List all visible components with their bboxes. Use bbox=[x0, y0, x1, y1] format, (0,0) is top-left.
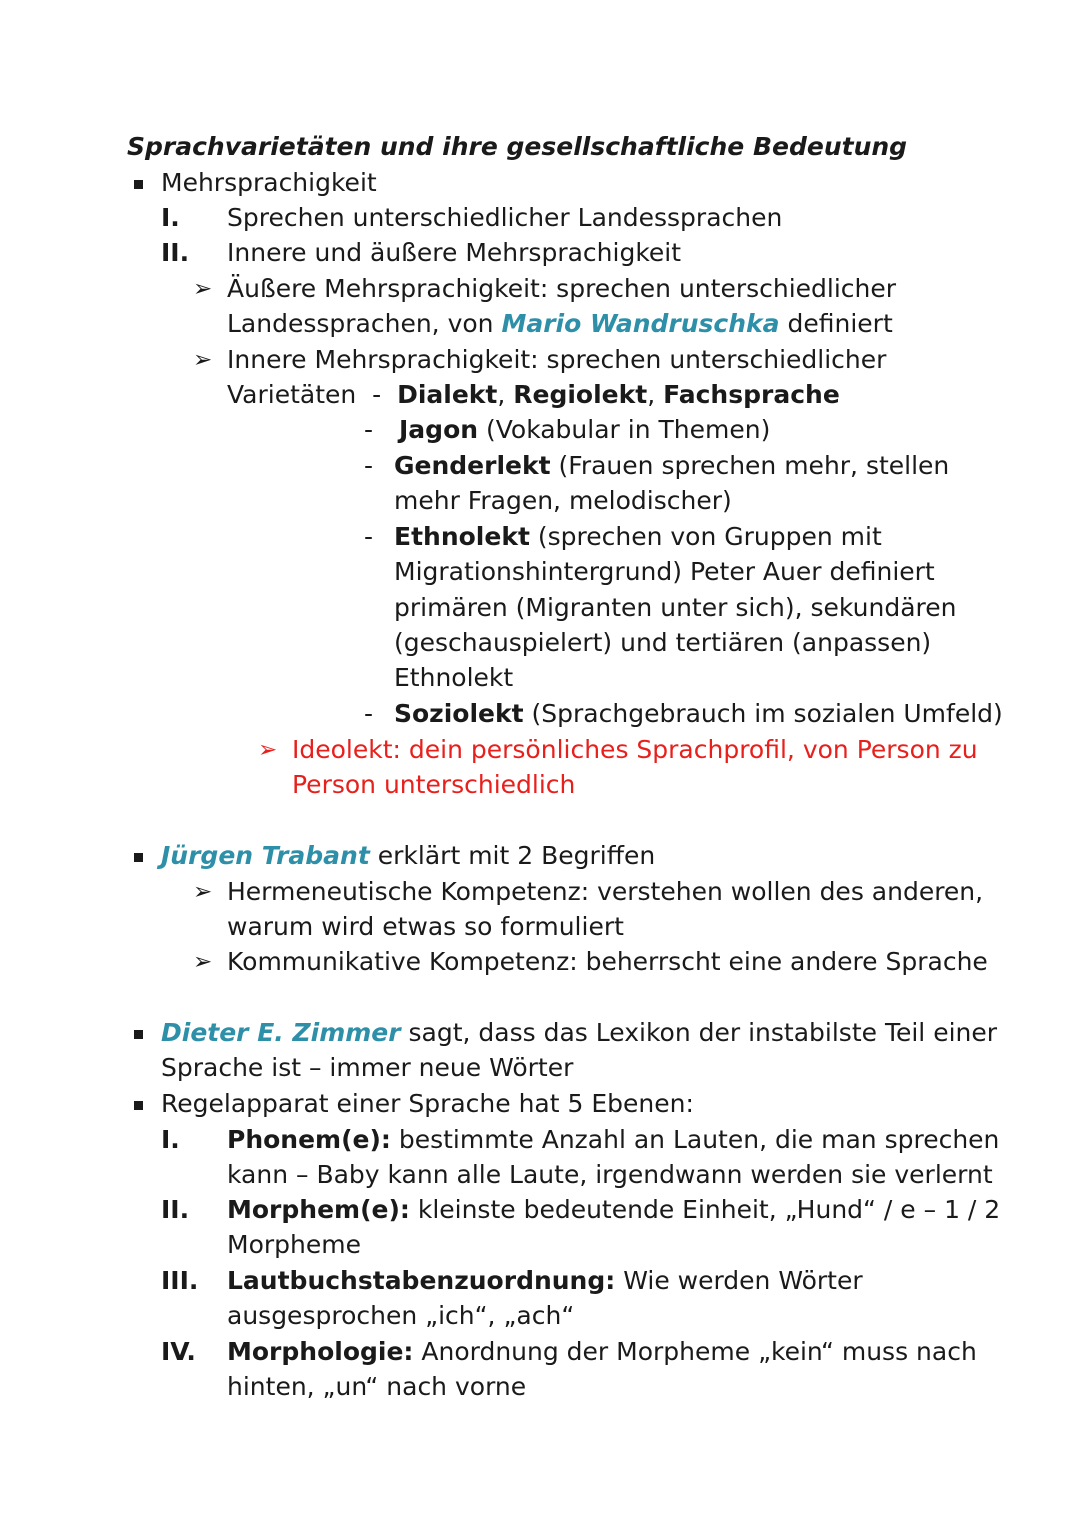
roman-numeral: II. bbox=[161, 238, 190, 267]
variety-item-continued: Ethnolekt bbox=[394, 663, 514, 692]
variety-item-continued: primären (Migranten unter sich), sekundären bbox=[394, 593, 957, 622]
text: erklärt mit 2 Begriffen bbox=[369, 841, 656, 870]
variety-item bbox=[394, 698, 1003, 730]
term: Dialekt bbox=[397, 380, 498, 409]
variety-item-continued: (geschauspielert) und tertiären (anpassen) bbox=[394, 628, 932, 657]
term: Regiolekt bbox=[513, 380, 648, 409]
variety-item bbox=[394, 450, 949, 482]
section-heading-mehrsprachigkeit: Mehrsprachigkeit bbox=[161, 168, 377, 197]
term: Genderlekt bbox=[394, 451, 551, 480]
term: Jagon bbox=[399, 415, 479, 444]
dash-bullet: - bbox=[364, 415, 374, 444]
bullet-square-icon bbox=[134, 853, 143, 862]
dash-bullet: - bbox=[364, 522, 374, 551]
variety-item-continued: Migrationshintergrund) Peter Auer definiert bbox=[394, 557, 935, 586]
bullet-square-icon bbox=[134, 1030, 143, 1039]
list-item: Hermeneutische Kompetenz: verstehen wollen des anderen, bbox=[227, 877, 984, 906]
text: bestimmte Anzahl an Lauten, die man sprechen bbox=[390, 1125, 1000, 1154]
level-item bbox=[227, 1336, 977, 1368]
variety-item bbox=[399, 414, 770, 446]
person-name: Mario Wandruschka bbox=[501, 309, 780, 338]
text: Anordnung der Morpheme „kein“ muss nach bbox=[413, 1337, 977, 1366]
level-item-continued: kann – Baby kann alle Laute, irgendwann werden sie verlernt bbox=[227, 1160, 993, 1189]
level-item-continued: Morpheme bbox=[227, 1230, 361, 1259]
text: Landessprachen, von bbox=[227, 309, 502, 338]
ideolekt-note-continued: Person unterschiedlich bbox=[292, 770, 576, 799]
arrow-right-icon: ➢ bbox=[193, 276, 213, 302]
list-item-continued bbox=[227, 308, 893, 340]
section-heading-zimmer bbox=[161, 1017, 997, 1049]
level-item-continued: ausgesprochen „ich“, „ach“ bbox=[227, 1301, 575, 1330]
ideolekt-note: Ideolekt: dein persönliches Sprachprofil, von Person zu bbox=[292, 735, 978, 764]
text: Wie werden Wörter bbox=[615, 1266, 863, 1295]
level-item bbox=[227, 1124, 999, 1156]
text: (Frauen sprechen mehr, stellen bbox=[550, 451, 950, 480]
term: Lautbuchstabenzuordnung: bbox=[227, 1266, 616, 1295]
variety-item-continued: mehr Fragen, melodischer) bbox=[394, 486, 732, 515]
term: Soziolekt bbox=[394, 699, 524, 728]
term: Fachsprache bbox=[663, 380, 840, 409]
text: kleinste bedeutende Einheit, „Hund“ / e – 1 / 2 bbox=[409, 1195, 1001, 1224]
bullet-square-icon bbox=[134, 1101, 143, 1110]
list-item: Sprechen unterschiedlicher Landessprachen bbox=[227, 203, 783, 232]
section-heading-trabant bbox=[161, 840, 655, 872]
arrow-right-icon: ➢ bbox=[258, 737, 278, 763]
section-heading-regelapparat: Regelapparat einer Sprache hat 5 Ebenen: bbox=[161, 1089, 694, 1118]
list-item-continued: warum wird etwas so formuliert bbox=[227, 912, 624, 941]
roman-numeral: I. bbox=[161, 203, 180, 232]
person-name: Jürgen Trabant bbox=[161, 841, 370, 870]
list-item: Kommunikative Kompetenz: beherrscht eine andere Sprache bbox=[227, 947, 988, 976]
roman-numeral: IV. bbox=[161, 1337, 196, 1366]
roman-numeral: I. bbox=[161, 1125, 180, 1154]
term: Ethnolekt bbox=[394, 522, 530, 551]
level-item bbox=[227, 1194, 1000, 1226]
dash-bullet: - bbox=[364, 699, 374, 728]
paragraph-continued: Sprache ist – immer neue Wörter bbox=[161, 1053, 574, 1082]
list-item: Innere Mehrsprachigkeit: sprechen unterschiedlicher bbox=[227, 345, 887, 374]
level-item bbox=[227, 1265, 863, 1297]
text: Varietäten bbox=[227, 380, 357, 409]
term: Phonem(e): bbox=[227, 1125, 391, 1154]
roman-numeral: II. bbox=[161, 1195, 190, 1224]
list-item: Äußere Mehrsprachigkeit: sprechen unterschiedlicher bbox=[227, 274, 897, 303]
text: (Sprachgebrauch im sozialen Umfeld) bbox=[523, 699, 1003, 728]
person-name: Dieter E. Zimmer bbox=[161, 1018, 401, 1047]
variety-item bbox=[394, 521, 882, 553]
arrow-right-icon: ➢ bbox=[193, 347, 213, 373]
page-title: Sprachvarietäten und ihre gesellschaftliche Bedeutung bbox=[127, 132, 908, 161]
list-item-continued: Varietäten - Dialekt, Regiolekt, Fachsprache bbox=[227, 380, 840, 409]
arrow-right-icon: ➢ bbox=[193, 949, 213, 975]
arrow-right-icon: ➢ bbox=[193, 879, 213, 905]
list-item: Innere und äußere Mehrsprachigkeit bbox=[227, 238, 682, 267]
text: sagt, dass das Lexikon der instabilste Teil einer bbox=[400, 1018, 998, 1047]
text: (Vokabular in Themen) bbox=[478, 415, 771, 444]
dash-bullet: - bbox=[364, 451, 374, 480]
bullet-square-icon bbox=[134, 180, 143, 189]
level-item-continued: hinten, „un“ nach vorne bbox=[227, 1372, 527, 1401]
text: (sprechen von Gruppen mit bbox=[529, 522, 882, 551]
roman-numeral: III. bbox=[161, 1266, 199, 1295]
term: Morphem(e): bbox=[227, 1195, 410, 1224]
text: definiert bbox=[779, 309, 893, 338]
term: Morphologie: bbox=[227, 1337, 414, 1366]
